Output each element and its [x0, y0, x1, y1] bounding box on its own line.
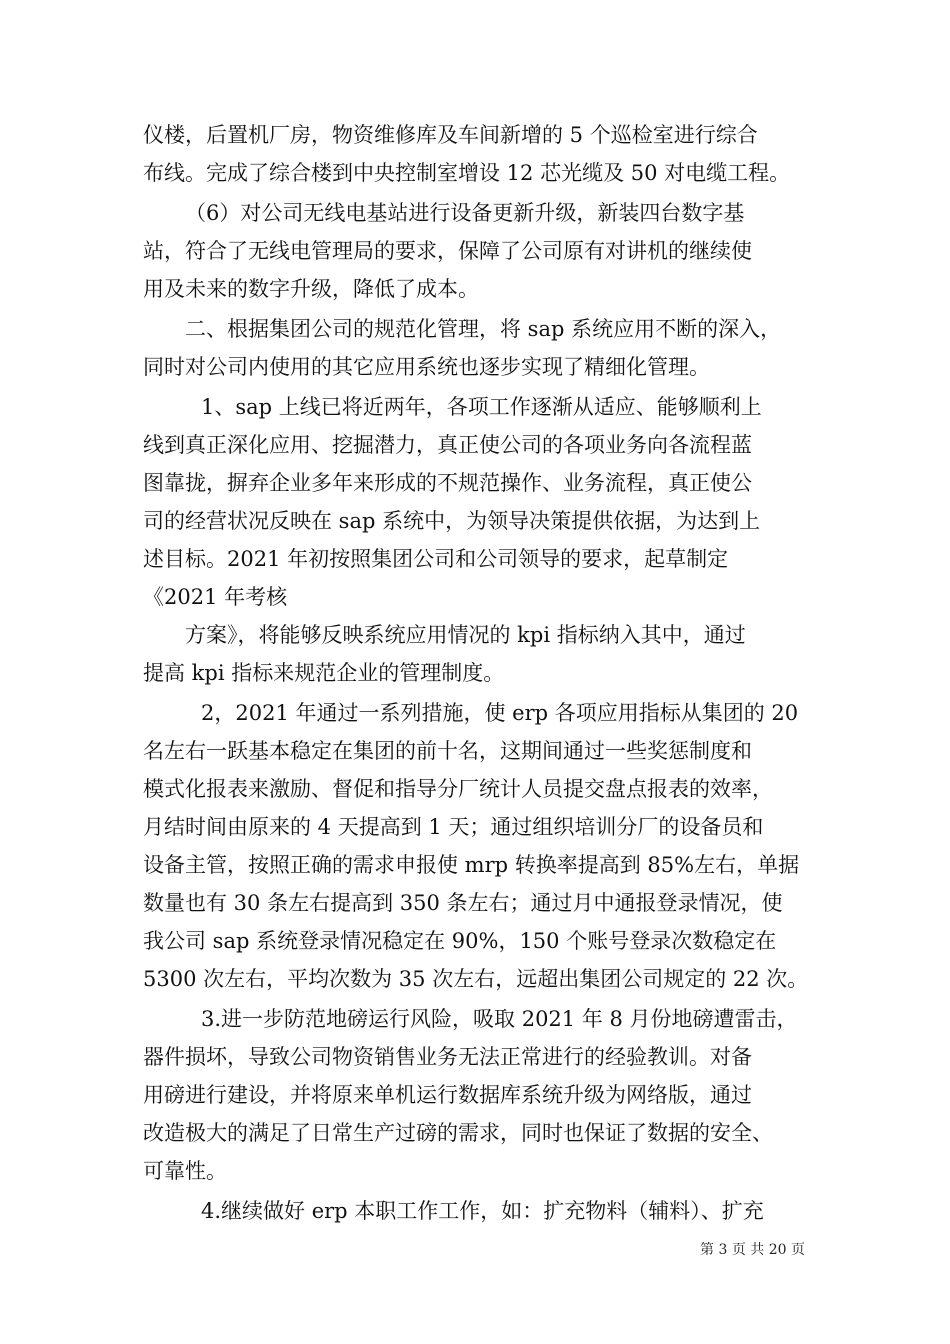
text-line: 数量也有 30 条左右提高到 350 条左右；通过月中通报登录情况，使	[143, 891, 783, 915]
text-line: 提高 kpi 指标来规范企业的管理制度。	[143, 661, 505, 685]
paragraph-start: 4.继续做好 erp 本职工作工作，如：扩充物料（辅料）、扩充	[201, 1199, 764, 1223]
text-line: 线到真正深化应用、挖掘潜力，真正使公司的各项业务向各流程蓝	[143, 433, 752, 457]
paragraph-start: （6）对公司无线电基站进行设备更新升级，新装四台数字基	[185, 201, 745, 225]
text-line: 图靠拢，摒弃企业多年来形成的不规范操作、业务流程，真正使公	[143, 471, 752, 495]
text-line: 器件损坏，导致公司物资销售业务无法正常进行的经验教训。对备	[143, 1045, 752, 1069]
text-line: 用磅进行建设，并将原来单机运行数据库系统升级为网络版，通过	[143, 1083, 752, 1107]
text-line: 方案》，将能够反映系统应用情况的 kpi 指标纳入其中，通过	[185, 623, 746, 647]
section-heading: 二、根据集团公司的规范化管理，将 sap 系统应用不断的深入，	[185, 317, 782, 341]
text-line: 可靠性。	[143, 1159, 227, 1183]
text-line: 名左右一跃基本稳定在集团的前十名，这期间通过一些奖惩制度和	[143, 739, 752, 763]
text-line: 司的经营状况反映在 sap 系统中，为领导决策提供依据，为达到上	[143, 509, 761, 533]
paragraph-start: 2，2021 年通过一系列措施，使 erp 各项应用指标从集团的 20	[201, 701, 799, 725]
text-line: 站，符合了无线电管理局的要求，保障了公司原有对讲机的继续使	[143, 239, 752, 263]
text-line: 仪楼，后置机厂房，物资维修库及车间新增的 5 个巡检室进行综合	[143, 123, 758, 147]
page-number-footer: 第 3 页 共 20 页	[700, 1242, 805, 1258]
text-line: 同时对公司内使用的其它应用系统也逐步实现了精细化管理。	[143, 355, 710, 379]
text-line: 设备主管，按照正确的需求申报使 mrp 转换率提高到 85%左右，单据	[143, 853, 800, 877]
text-line: 我公司 sap 系统登录情况稳定在 90%，150 个账号登录次数稳定在	[143, 929, 777, 953]
text-line: 改造极大的满足了日常生产过磅的需求，同时也保证了数据的安全、	[143, 1121, 773, 1145]
text-line: 5300 次左右，平均次数为 35 次左右，远超出集团公司规定的 22 次。	[143, 967, 809, 991]
text-line: 用及未来的数字升级，降低了成本。	[143, 277, 479, 301]
paragraph-start: 1、sap 上线已将近两年，各项工作逐渐从适应、能够顺利上	[201, 395, 762, 419]
text-line: 述目标。2021 年初按照集团公司和公司领导的要求，起草制定	[143, 547, 729, 571]
text-line: 模式化报表来激励、督促和指导分厂统计人员提交盘点报表的效率，	[143, 777, 773, 801]
text-line: 《2021 年考核	[143, 585, 288, 609]
text-line: 布线。完成了综合楼到中央控制室增设 12 芯光缆及 50 对电缆工程。	[143, 161, 791, 185]
text-line: 月结时间由原来的 4 天提高到 1 天；通过组织培训分厂的设备员和	[143, 815, 764, 839]
paragraph-start: 3.进一步防范地磅运行风险，吸取 2021 年 8 月份地磅遭雷击，	[201, 1007, 798, 1031]
document-body	[143, 116, 811, 1230]
